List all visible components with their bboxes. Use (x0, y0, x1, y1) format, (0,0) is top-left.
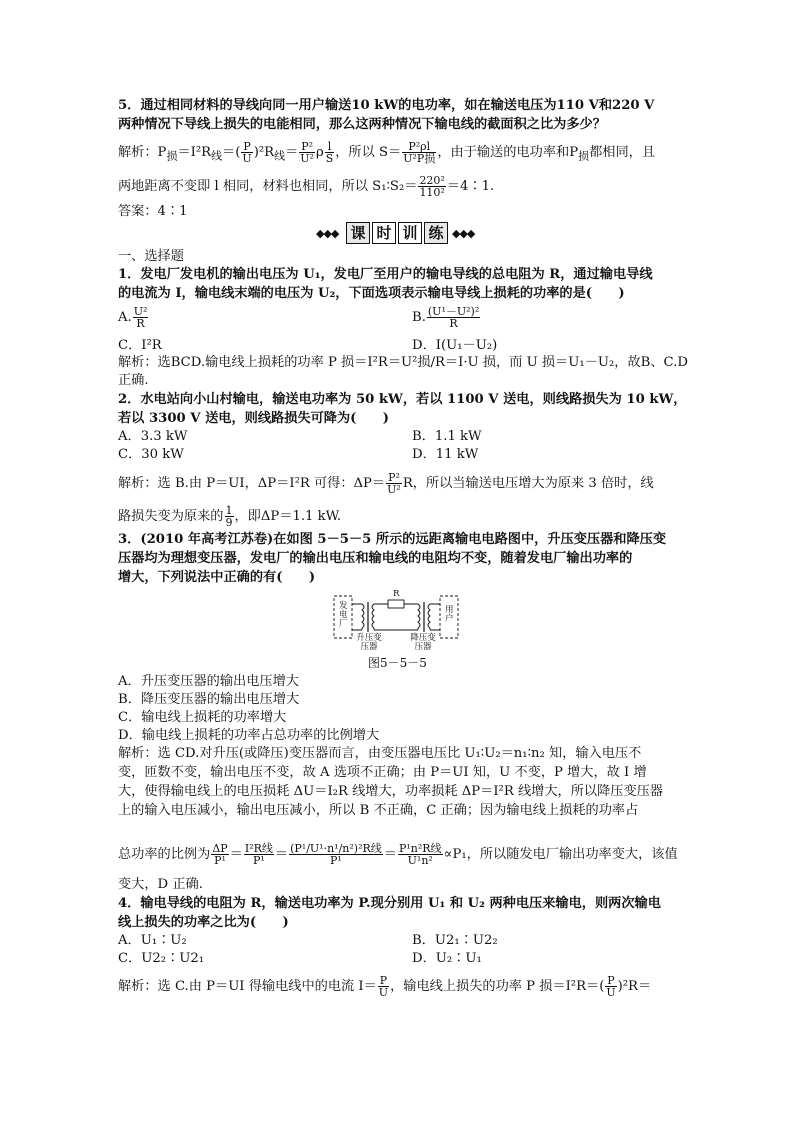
q5-solution-line1: 解析：$P_损=I^2R_线=$( $\frac{P}{U}$ )$^2R_线=$ $\frac{\text{P²}}{\text{U²}}$ ρ $\frac{l}{S}$ ，所以 S＝ $\frac{\text{P²ρl}}{\text{U²P损}}$ ，由于输送的电功率和$P_损$都相同，且 (118, 140, 656, 165)
resistor-label: R (393, 589, 400, 599)
q3-solution-line1: 解析：选 CD.对升压(或降压)变压器而言，由变压器电压比 U₁∶U₂＝n₁∶n₂ 知，输入电压不 (118, 746, 642, 761)
transmission-circuit-diagram (332, 590, 462, 652)
diamond-decoration-icon: ◆◆◆ (316, 227, 339, 240)
fraction: $\frac{l}{S}$ (325, 140, 334, 165)
banner-char: 课 (346, 222, 370, 244)
q4-option-c: C．U2₂∶U2₁ (118, 951, 205, 966)
q5-stem-line2: 两种情况下导线上损失的电能相同，那么这两种情况下输电线的截面积之比为多少？ (118, 117, 606, 132)
q4-option-b: B．U2₁∶U2₂ (412, 933, 498, 948)
q4-stem-line1: 4．输电导线的电阻为 R，输送电功率为 P.现分别用 U₁ 和 U₂ 两种电压来输电，则两次输电 (118, 896, 661, 911)
fraction: $\frac{\Delta P}{\text{P¹}}$ (212, 842, 228, 867)
fraction: $\frac{\text{P²}}{\text{U²}}$ (387, 471, 401, 496)
banner-char: 练 (424, 222, 448, 244)
q1-stem-line2: 的电流为 I，输电线末端的电压为 U₂，下面选项表示输电导线上损耗的功率的是( ) (118, 286, 625, 301)
q2-solution-line1: 解析：选 B.由 P＝UI，ΔP＝I²R 可得：ΔP＝ $\frac{\text{P²}}{\text{U²}}$ R，所以当输送电压增大为原来 3 倍时，线 (118, 471, 654, 496)
q3-solution-line5: 总功率的比例为 $\frac{\Delta P}{\text{P¹}}$ ＝ $\frac{\text{I²R线}}{\text{P¹}}$ ＝ $\frac{\text{(P¹/U¹·n¹/n²)²R线}}{\text{P¹}}$ ＝ $\frac{\text{P¹n²R线}}{\text{U¹n²}}$ ∝P₁，所以随发电厂输出功率变大，该值 (118, 842, 678, 867)
q5-answer: 答案：4∶1 (118, 204, 188, 219)
circuit-schematic (332, 590, 462, 652)
q2-stem-line1: 2．水电站向小山村输电，输送电功率为 50 kW，若以 1100 V 送电，则线路损失为 10 kW， (118, 392, 687, 407)
diamond-decoration-icon: ◆◆◆ (452, 227, 475, 240)
step-down-transformer-label: 降压变压器 (410, 633, 436, 652)
fraction: $\frac{\text{220²}}{\text{110²}}$ (419, 174, 445, 199)
fraction: $\frac{\text{(U¹－U²)²}}{R}$ (427, 305, 480, 330)
q3-option-a: A．升压变压器的输出电压增大 (118, 674, 299, 689)
q3-stem-line1: 3．(2010 年高考江苏卷)在如图 5－5－5 所示的远距离输电电路图中，升压变压器和降压变 (118, 532, 667, 547)
q2-option-d: D．11 kW (412, 447, 479, 462)
q5-solution-line2: 两地距离不变即 l 相同，材料也相同，所以 S₁∶S₂＝ $\frac{\text{220²}}{\text{110²}}$ ＝4∶1. (118, 174, 495, 199)
q3-option-d: D．输电线上损耗的功率占总功率的比例增大 (118, 728, 380, 743)
step-up-transformer-label: 升压变压器 (356, 633, 382, 652)
q1-option-d: D．I(U₁－U₂) (412, 338, 498, 353)
q3-solution-line2: 变，匝数不变，输出电压不变，故 A 选项不正确；由 P＝UI 知，U 不变，P 增大，故 I 增 (118, 765, 647, 780)
fraction: $\frac{\text{P²ρl}}{\text{U²P损}}$ (403, 140, 436, 165)
q2-solution-line2: 路损失变为原来的 $\frac{1}{9}$ ，即ΔP＝1.1 kW. (118, 504, 342, 529)
q2-option-b: B．1.1 kW (412, 429, 482, 444)
q3-solution-line3: 大，使得输电线上的电压损耗 ΔU＝I₂R 线增大，功率损耗 ΔP＝I²R 线增大，所以降压变压器 (118, 784, 664, 799)
fraction: $\frac{\text{U²}}{R}$ (133, 305, 148, 330)
q4-option-a: A．U₁∶U₂ (118, 933, 187, 948)
fraction: $\frac{1}{9}$ (225, 504, 233, 529)
fraction: $\frac{\text{(P¹/U¹·n¹/n²)²R线}}{\text{P¹}}$ (290, 842, 382, 867)
q1-option-b: B. $\frac{\text{(U¹－U²)²}}{R}$ (412, 305, 480, 330)
q3-option-c: C．输电线上损耗的功率增大 (118, 710, 287, 725)
section-banner (316, 222, 482, 244)
fraction: $\frac{P}{U}$ (378, 974, 389, 999)
q3-solution-line4: 上的输入电压减小，输出电压减小，所以 B 不正确，C 正确；因为输电线上损耗的功率占 (118, 803, 639, 818)
fraction: $\frac{\text{P¹n²R线}}{\text{U¹n²}}$ (398, 842, 442, 867)
q2-option-a: A．3.3 kW (118, 429, 188, 444)
q1-option-a: A. $\frac{\text{U²}}{R}$ (118, 305, 148, 330)
q4-stem-line2: 线上损失的功率之比为( ) (118, 915, 289, 930)
power-plant-label: 发电厂 (339, 601, 348, 629)
fraction: $\frac{\text{I²R线}}{\text{P¹}}$ (244, 842, 273, 867)
q1-stem-line1: 1．发电厂发电机的输出电压为 U₁，发电厂至用户的输电导线的总电阻为 R，通过输电导线 (118, 267, 653, 282)
q1-option-c: C．I²R (118, 338, 162, 353)
q1-solution-line1: 解析：选BCD.输电线上损耗的功率 P 损＝I²R＝U²损/R＝I·U 损，而 U 损＝U₁－U₂，故B、C.D (118, 355, 688, 370)
fraction: $\frac{\text{P²}}{\text{U²}}$ (300, 140, 314, 165)
fraction: $\frac{P}{U}$ (606, 974, 616, 999)
banner-char: 时 (372, 222, 396, 244)
banner-char: 训 (398, 222, 422, 244)
q1-solution-line2: 正确. (118, 373, 149, 388)
q5-stem-line1: 5．通过相同材料的导线向同一用户输送10 kW的电功率，如在输送电压为110 V和220 V (118, 98, 655, 113)
q3-stem-line2: 压器均为理想变压器，发电厂的输出电压和输电线的电阻均不变，随着发电厂输出功率的 (118, 551, 633, 566)
fraction: $\frac{P}{U}$ (242, 140, 252, 165)
q2-stem-line2: 若以 3300 V 送电，则线路损失可降为( ) (118, 411, 389, 426)
q4-option-d: D．U₂∶U₁ (412, 951, 482, 966)
q3-solution-line6: 变大，D 正确. (118, 877, 203, 892)
user-label: 用户 (445, 605, 454, 624)
figure-caption: 图5－5－5 (368, 656, 427, 670)
section-heading: 一、选择题 (118, 249, 184, 264)
q3-stem-line3: 增大，下列说法中正确的有( ) (118, 570, 316, 585)
q3-option-b: B．降压变压器的输出电压增大 (118, 692, 300, 707)
q4-solution-line1: 解析：选 C.由 P＝UI 得输电线中的电流 I＝ $\frac{P}{U}$ ，输电线上损失的功率 P 损＝I²R＝( $\frac{P}{U}$ )²R＝ (118, 974, 652, 999)
q2-option-c: C．30 kW (118, 447, 184, 462)
